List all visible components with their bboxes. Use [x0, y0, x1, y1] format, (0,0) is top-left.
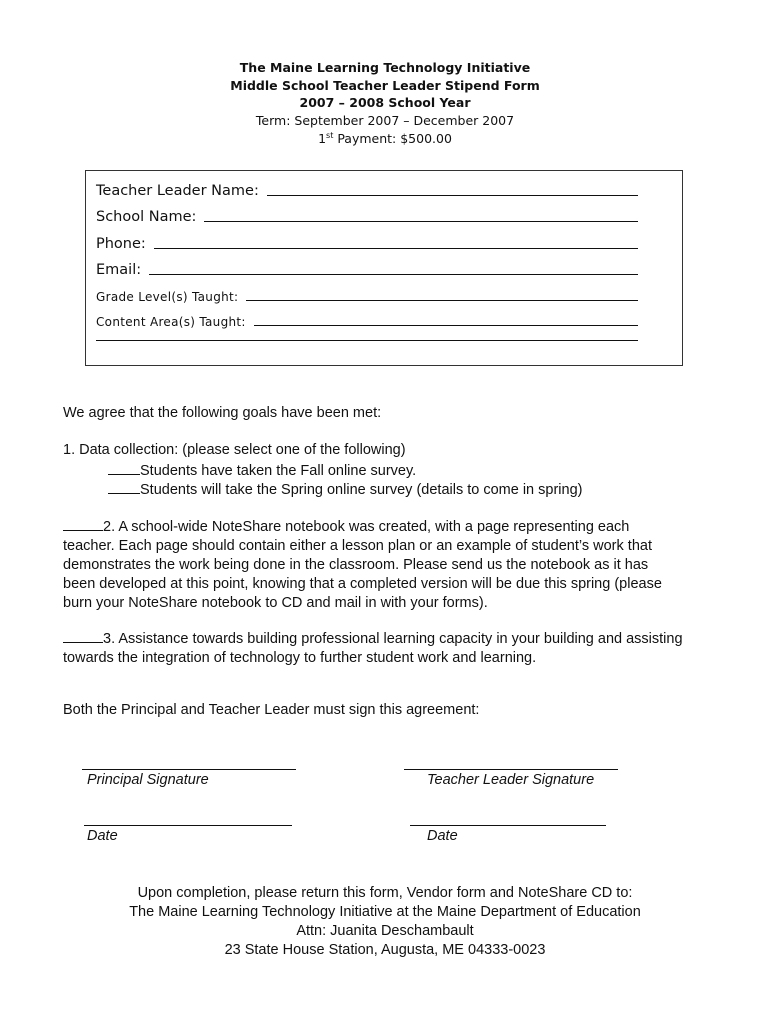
content-areas-field	[96, 315, 638, 329]
principal-date-line[interactable]	[84, 825, 292, 826]
principal-date-label: Date	[87, 828, 118, 844]
teacher-leader-name-field	[96, 183, 638, 199]
teacher-signature-label: Teacher Leader Signature	[427, 772, 595, 788]
grade-levels-field	[96, 290, 638, 304]
item-2-paragraph: 2. A school-wide NoteShare notebook was created, with a page representing each teacher. Each page should contain either a lesson plan or an example of student’s work that demonstrates the work being done in the classroom. Please send us the notebook as it has been developed at this point, knowing that a completed version will be due this spring (please burn your NoteShare notebook to CD and mail in with your forms).	[63, 516, 662, 613]
email-label: Email:	[96, 262, 142, 278]
return-instructions: Upon completion, please return this form, Vendor form and NoteShare CD to:	[137, 885, 633, 901]
teacher-date-line[interactable]	[410, 825, 606, 826]
content-areas-label: Content Area(s) Taught:	[96, 315, 246, 329]
phone-field	[96, 236, 638, 252]
phone-input[interactable]	[154, 247, 638, 249]
principal-signature-label: Principal Signature	[87, 772, 209, 788]
signature-instruction: Both the Principal and Teacher Leader must sign this agreement:	[63, 702, 480, 718]
teacher-leader-name-label: Teacher Leader Name:	[96, 183, 259, 199]
school-name-input[interactable]	[204, 220, 638, 222]
form-title-line1: The Maine Learning Technology Initiative	[239, 60, 531, 75]
grade-levels-label: Grade Level(s) Taught:	[96, 290, 239, 304]
payment-line: 1st Payment: $500.00	[318, 131, 452, 146]
agree-statement: We agree that the following goals have been met:	[63, 405, 382, 421]
teacher-info-box	[85, 170, 683, 366]
school-name-field	[96, 209, 638, 225]
email-field	[96, 262, 638, 278]
item-1-option-spring	[108, 479, 582, 500]
grade-levels-input[interactable]	[246, 299, 638, 301]
principal-signature-line[interactable]	[82, 769, 296, 770]
teacher-signature-line[interactable]	[404, 769, 618, 770]
item-3-checkbox[interactable]	[63, 628, 103, 643]
item-1-heading: 1. Data collection: (please select one of the following)	[63, 442, 406, 458]
item-3-paragraph: 3. Assistance towards building professional learning capacity in your building and assisting towards the integration of technology to further student work and learning.	[63, 628, 683, 668]
option-fall-label: Students have taken the Fall online survey.	[140, 463, 417, 479]
item-2-checkbox[interactable]	[63, 516, 103, 531]
teacher-date-label: Date	[427, 828, 458, 844]
term-line: Term: September 2007 – December 2007	[255, 113, 515, 128]
content-areas-extra-input[interactable]	[96, 339, 638, 341]
option-spring-label: Students will take the Spring online survey (details to come in spring)	[140, 482, 583, 498]
return-organization: The Maine Learning Technology Initiative at the Maine Department of Education	[129, 904, 641, 920]
return-attention: Attn: Juanita Deschambault	[296, 923, 474, 939]
teacher-leader-name-input[interactable]	[267, 194, 638, 196]
return-address: 23 State House Station, Augusta, ME 04333-0023	[224, 942, 546, 958]
school-name-label: School Name:	[96, 209, 197, 225]
phone-label: Phone:	[96, 236, 146, 252]
option-fall-checkbox[interactable]	[108, 460, 140, 475]
content-areas-extra-line	[96, 339, 638, 344]
content-areas-input[interactable]	[254, 324, 638, 326]
email-input[interactable]	[149, 273, 638, 275]
form-title-line2: Middle School Teacher Leader Stipend Form	[230, 78, 540, 93]
item-1-option-fall	[108, 460, 416, 481]
option-spring-checkbox[interactable]	[108, 479, 140, 494]
form-title-line3: 2007 – 2008 School Year	[299, 95, 471, 110]
